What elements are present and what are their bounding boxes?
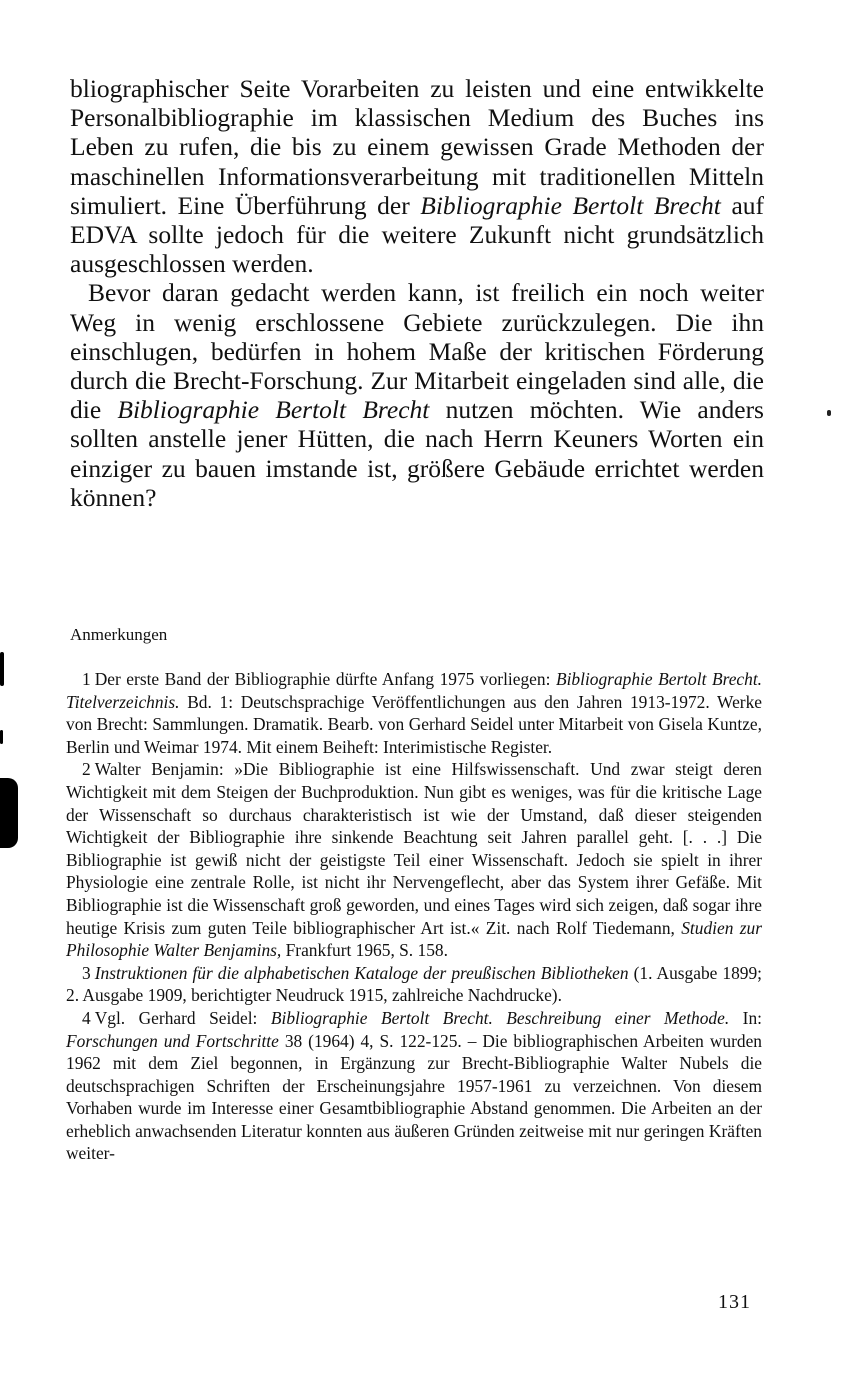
text-run: Bevor daran gedacht werden kann, ist freilich ein noch weiter Weg in wenig erschlossene Gebiete zurückzulegen. Die ihn einschlugen, bedürfen in hohem Maße der kritischen Förderung durch die Brecht-Forschung. Zur Mitarbeit eingeladen sind alle, die die (70, 278, 764, 425)
footnote-number: 1 (82, 669, 91, 689)
text-run: auf EDVA sollte jedoch für die weitere Zukunft nicht grundsätzlich ausgeschlossen werden. (70, 190, 765, 279)
footnotes (66, 668, 762, 1165)
footnote (66, 962, 762, 1007)
text-run: Vgl. Gerhard Seidel: (94, 1007, 271, 1028)
text-run: 38 (1964) 4, S. 122-125. – Die bibliographischen Arbeiten wurden 1962 mit dem Ziel begonnen, in Ergänzung zur Brecht-Bibliographie Walter Nubels die deutschsprachigen Schriften der Erscheinungsjahre 1957-1961 zu verzeichnen. Von diesem Vorhaben wurde im Interesse einer Gesamtbibliographie Abstand genommen. Die Arbeiten an der erheblich anwachsenden Literatur konnten aus äußeren Gründen zeitweise mit nur geringen Kräften weiter- (66, 1030, 762, 1164)
italic-title: Bibliographie Bertolt Brecht. Beschreibung einer Methode. (270, 1007, 730, 1028)
footnote (66, 758, 762, 961)
footnote-number: 2 (82, 759, 91, 780)
footnote (66, 1007, 762, 1165)
text-run: bliographischer Seite Vorarbeiten zu leisten und eine entwikkelte Personalbibliographie im klassischen Medium des Buches ins Leben zu rufen, die bis zu einem gewissen Grade Methoden der maschinellen Informationsverarbeitung mit traditionellen Mitteln simuliert. Eine Überführung der (70, 74, 764, 220)
text-run: Walter Benjamin: »Die Bibliographie ist eine Hilfswissenschaft. Und zwar steigt deren Wichtigkeit mit dem Steigen der Buchproduktion. Nun gibt es weniges, was für die kritische Lage der Wissenschaft so durchaus charakteristisch ist wie der Umstand, daß dieser steigenden Wichtigkeit der Bibliographie ihre sinkende Beachtung seit Jahren parallel geht. [. . .] Die Bibliographie ist gewiß nicht der geistigste Teil einer Wissenschaft. Jedoch sie spielt in ihrer Physiologie eine zentrale Rolle, ist nicht ihr Nervengeflecht, aber das System ihrer Gefäße. Mit Bibliographie ist die Wissenschaft groß geworden, und eines Tages wird sich zeigen, daß sogar ihre heutige Krisis zum guten Teile bibliographischer Art ist.« Zit. nach Rolf Tiedemann, (66, 759, 762, 938)
text-run: nutzen möchten. Wie anders sollten anstelle jener Hütten, die nach Herrn Keuners Worten ein einziger zu bauen imstande ist, größere Gebäude errichtet werden können? (70, 395, 764, 512)
italic-title: Studien zur Philosophie Walter Benjamins, (66, 917, 762, 961)
text-run: Der erste Band der Bibliographie dürfte Anfang 1975 vorliegen: (94, 669, 556, 689)
notes-heading: Anmerkungen (70, 625, 168, 644)
scan-edge-mark (0, 778, 18, 848)
body-paragraph (70, 278, 764, 512)
page-number: 131 (718, 1291, 751, 1313)
body-paragraph (70, 74, 764, 278)
footnote (66, 668, 762, 758)
scan-edge-mark (0, 730, 3, 744)
italic-title: Bibliographie Bertolt Brecht (420, 190, 721, 220)
stray-mark (827, 410, 831, 416)
text-run: (1. Ausgabe 1899; 2. Ausgabe 1909, berichtigter Neudruck 1915, zahlreiche Nachdrucke). (66, 962, 762, 1006)
text-run: Bd. 1: Deutschsprachige Veröffentlichungen aus den Jahren 1913-1972. Werke von Brecht: Sammlungen. Dramatik. Bearb. von Gerhard Seidel unter Mitarbeit von Gisela Kuntze, Berlin und Weimar 1974. Mit einem Beiheft: Interimistische Register. (66, 691, 762, 757)
italic-title: Instruktionen für die alphabetischen Kataloge der preußischen Bibliotheken (94, 962, 629, 983)
footnote-number: 3 (82, 962, 91, 983)
italic-title: Bibliographie Bertolt Brecht (117, 395, 430, 425)
scan-edge-mark (0, 652, 4, 686)
text-run: Frankfurt 1965, S. 158. (281, 940, 448, 961)
main-text (70, 74, 764, 512)
italic-title: Forschungen und Fortschritte (66, 1030, 279, 1051)
footnote-number: 4 (82, 1007, 91, 1028)
text-run: In: (729, 1007, 762, 1028)
italic-title: Bibliographie Bertolt Brecht. Titelverzeichnis. (66, 669, 763, 712)
